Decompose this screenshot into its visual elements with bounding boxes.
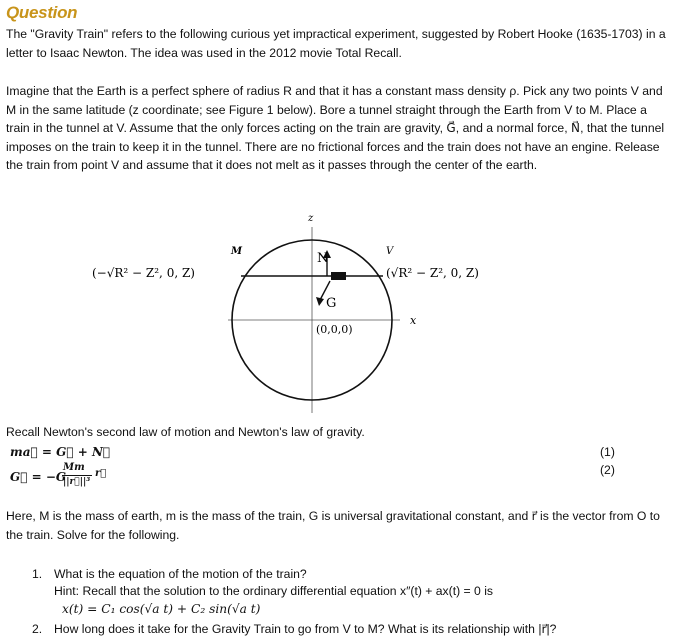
question-2-number: 2. [32,622,43,636]
recall-text: Recall Newton's second law of motion and Newton's law of gravity. [6,425,365,439]
equation-2-number: (2) [600,463,615,477]
fraction-bar [62,475,92,476]
equation-1-number: (1) [600,445,615,459]
x-axis-label: x [410,314,417,327]
equation-2-numerator: Mm [63,462,85,473]
question-heading: Question [6,3,78,22]
explanation-paragraph: Here, M is the mass of earth, m is the mass of the train, G is universal gravitational constant, and r⃗ is the vector from O to the train. Solve for the following. [6,509,660,542]
setup-paragraph: Imagine that the Earth is a perfect sphere of radius R and that it has a constant mass density ρ. Pick any two points V and M in the same latitude (z coordinate; see Figure 1 below). Bore a tunnel straight through the Earth from V to M. Place a train in the tunnel at V. Assume that the only forces acting on the train are gravity, G⃗, and a normal force, N⃗, that the tunnel imposes on the train to keep it in the tunnel. There are no frictional forces and the train does not have an engine. Release the train from point V and assume that it does not melt as it passes through the center of the earth. [6,84,665,172]
point-v-label: V [386,246,394,257]
right-coordinate: (√R² − Z², 0, Z) [386,266,479,280]
point-m-label: M [231,246,243,257]
gravity-arrowhead [316,297,324,306]
gravity-label: G [326,296,337,311]
question-2-text: How long does it take for the Gravity Train to go from V to M? What is its relationship with |r⃗|? [54,622,557,636]
intro-paragraph: The "Gravity Train" refers to the following curious yet impractical experiment, suggested by Robert Hooke (1635-1703) in a letter to Isaac Newton. The idea was used in the 2012 movie Total Recall. [6,27,666,60]
equation-2-denominator: ||r⃗||³ [63,477,91,487]
question-1-text: What is the equation of the motion of the train? [54,567,307,581]
left-coordinate: (−√R² − Z², 0, Z) [92,266,195,280]
question-1-hint: Hint: Recall that the solution to the ordinary differential equation x″(t) + ax(t) = 0 is [54,584,494,598]
equation-2-left: G⃗ = −G [10,470,67,484]
equation-1: ma⃗ = G⃗ + N⃗ [10,445,111,459]
equation-2-vector: r⃗ [95,468,107,479]
train [331,272,346,280]
origin-label: (0,0,0) [316,323,353,336]
gravity-train-figure [0,205,675,420]
z-axis-label: z [308,213,314,224]
question-1-number: 1. [32,567,43,581]
normal-force-label: N [317,251,329,266]
question-1-solution: x(t) = C₁ cos(√a t) + C₂ sin(√a t) [62,602,261,616]
